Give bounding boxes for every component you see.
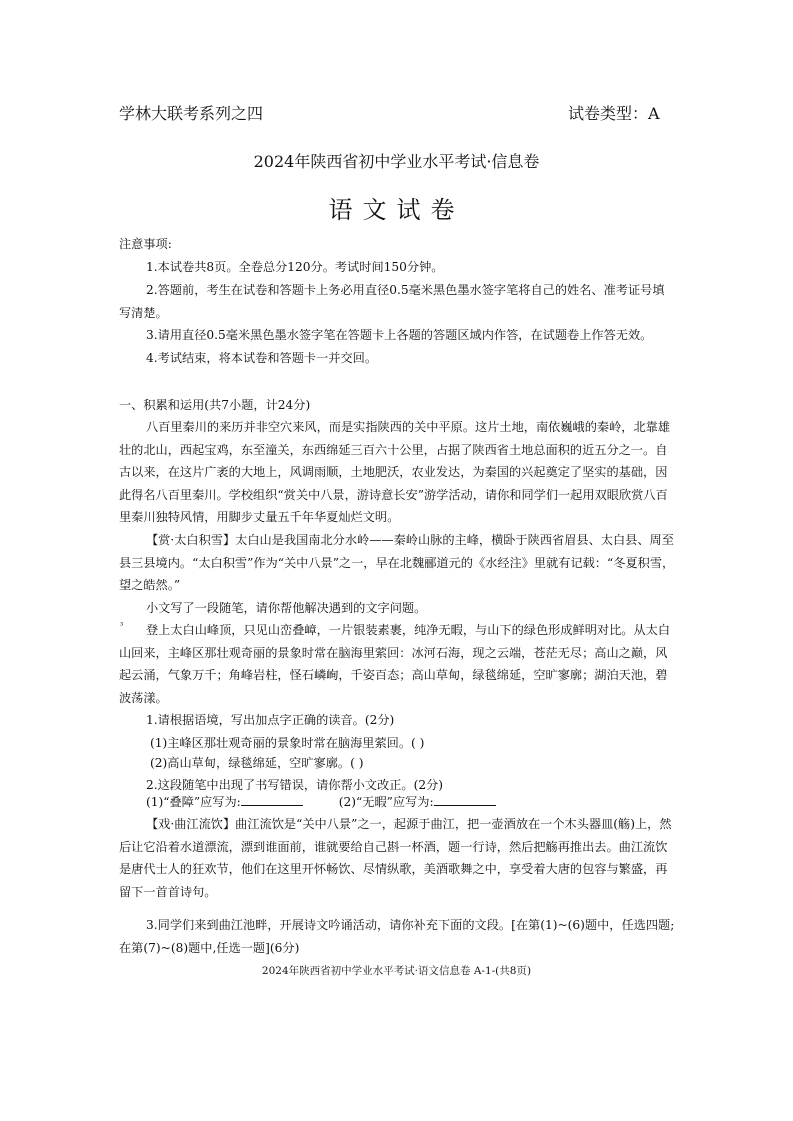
notes-item: 2.答题前，考生在试卷和答题卡上务必用直径0.5毫米黑色墨水签字笔将自己的姓名、准考证号填写清楚。 <box>119 283 665 320</box>
question-1-item: (1)主峰区那壮观奇丽的景象时常在脑海里萦回。( ) <box>150 736 425 750</box>
series-label: 学林大联考系列之四 <box>119 104 264 123</box>
exam-title: 2024年陕西省初中学业水平考试·信息卷 <box>253 152 540 171</box>
notes-heading: 注意事项: <box>119 237 172 251</box>
answer-blank[interactable] <box>434 794 496 806</box>
subject-title: 语文试卷 <box>328 196 465 224</box>
question-2: 2.这段随笔中出现了书写错误，请你帮小文改正。(2分) <box>146 778 444 792</box>
answer-blank[interactable] <box>241 794 303 806</box>
question-1-item: (2)高山草甸，绿毯绵延，空旷寥廓。( ) <box>150 756 364 770</box>
notes-item: 1.本试卷共8页。全卷总分120分。考试时间150分钟。 <box>146 260 444 274</box>
essay-intro: 小文写了一段随笔，请你帮他解决遇到的文字问题。 <box>146 601 427 615</box>
taibai-paragraph: 【赏·太白积雪】太白山是我国南北分水岭——秦岭山脉的主峰，横卧于陕西省眉县、太白县、周至县三县境内。“太白积雪”作为“关中八景”之一，早在北魏郦道元的《水经注》里就有记载：“冬夏积雪，望之皓然。” <box>119 533 675 593</box>
question-1: 1.请根据语境，写出加点字正确的读音。(2分) <box>146 713 395 727</box>
page-footer: 2024年陕西省初中学业水平考试·语文信息卷 A-1-(共8页) <box>261 965 532 977</box>
question-2-items <box>119 791 675 814</box>
essay-paragraph: 登上太白山峰顶，只见山峦叠嶂，一片银装素裹，纯净无暇，与山下的绿色形成鲜明对比。从太白山回来，主峰区那壮观奇丽的景象时常在脑海里萦回：冰河石海，现之云端，苍茫无尽；高山之巅，风起云涌，气象万千；角峰岩柱，怪石嶙峋，千姿百态；高山草甸，绿毯绵延，空旷寥廓；湖泊天池，碧波荡漾。 <box>119 623 671 705</box>
margin-mark: ³ <box>120 621 124 630</box>
question-2-item-b: (2)“无暇”应写为: <box>338 795 434 809</box>
section-heading: 一、积累和运用(共7小题，计24分) <box>119 398 311 412</box>
question-3: 3.同学们来到曲江池畔，开展诗文吟诵活动，请你补充下面的文段。[在第(1)~(6)题中，任选四题;在第(7)~(8)题中,任选一题](6分) <box>119 918 675 955</box>
intro-paragraph: 八百里秦川的来历并非空穴来风，而是实指陕西的关中平原。这片土地，南依巍峨的秦岭，北靠雄壮的北山，西起宝鸡，东至潼关，东西绵延三百六十公里，占据了陕西省土地总面积的近五分之一。自古以来，在这片广袤的大地上，风调雨顺，土地肥沃，农业发达，为秦国的兴起奠定了坚实的基础，因此得名八百里秦川。学校组织“赏关中八景，游诗意长安”游学活动，请你和同学们一起用双眼欣赏八百里秦川独特风情，用脚步丈量五千年华夏灿烂文明。 <box>119 420 671 525</box>
notes-item: 3.请用直径0.5毫米黑色墨水签字笔在答题卡上各题的答题区域内作答，在试题卷上作答无效。 <box>146 328 653 342</box>
paper-type-label: 试卷类型：A <box>568 104 660 123</box>
notes-item: 4.考试结束，将本试卷和答题卡一并交回。 <box>146 351 378 365</box>
qujiang-paragraph: 【戏·曲江流饮】曲江流饮是“关中八景”之一，起源于曲江，把一壶酒放在一个木头器皿(觞)上，然后让它沿着水道漂流，漂到谁面前，谁就要给自己斟一杯酒，题一行诗，然后把觞再推出去。曲江流饮是唐代士人的狂欢节，他们在这里开怀畅饮、尽情纵歌，美酒歌舞之中，享受着大唐的包容与繁盛，再留下一首首诗句。 <box>119 817 672 899</box>
question-2-item-a: (1)“叠障”应写为: <box>146 795 241 809</box>
